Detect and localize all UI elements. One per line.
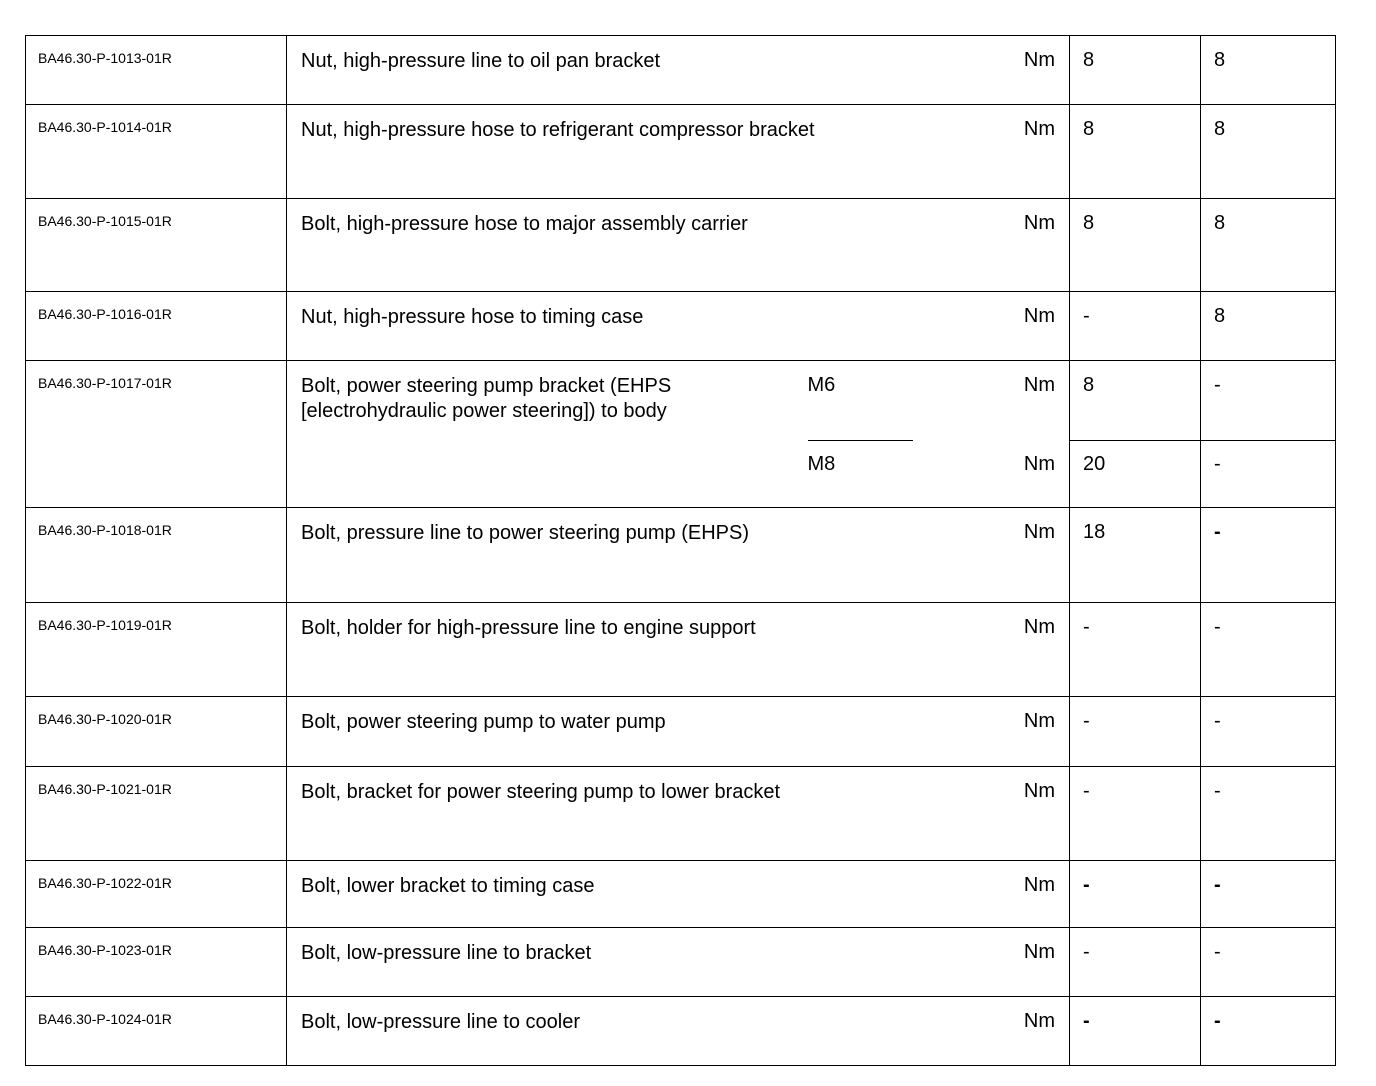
part-code: BA46.30-P-1019-01R xyxy=(26,603,287,697)
value-1: - xyxy=(1070,292,1201,361)
unit: Nm xyxy=(913,441,1070,508)
value-1: - xyxy=(1070,928,1201,997)
size: M6 xyxy=(808,361,913,441)
unit: Nm xyxy=(913,361,1070,441)
unit: Nm xyxy=(913,928,1070,997)
unit: Nm xyxy=(913,997,1070,1066)
part-code: BA46.30-P-1020-01R xyxy=(26,697,287,767)
value-1: - xyxy=(1070,697,1201,767)
value-2: - xyxy=(1201,928,1336,997)
value-1: - xyxy=(1070,603,1201,697)
description: Bolt, bracket for power steering pump to lower bracket xyxy=(287,767,808,861)
description: Bolt, power steering pump to water pump xyxy=(287,697,913,767)
value-1: 8 xyxy=(1070,105,1201,199)
description: Nut, high-pressure hose to refrigerant compressor bracket xyxy=(287,105,913,199)
table-row xyxy=(26,861,1336,928)
part-code: BA46.30-P-1021-01R xyxy=(26,767,287,861)
table-row xyxy=(26,105,1336,199)
torque-table xyxy=(25,35,1336,1066)
value-2: - xyxy=(1201,441,1336,508)
value-1: 8 xyxy=(1070,361,1201,441)
value-1: 20 xyxy=(1070,441,1201,508)
description: Bolt, low-pressure line to cooler xyxy=(287,997,913,1066)
value-2: - xyxy=(1201,508,1336,603)
table-row xyxy=(26,697,1336,767)
value-2: - xyxy=(1201,361,1336,441)
table-row xyxy=(26,36,1336,105)
table-row xyxy=(26,928,1336,997)
part-code: BA46.30-P-1015-01R xyxy=(26,199,287,292)
value-1: 8 xyxy=(1070,36,1201,105)
unit: Nm xyxy=(913,861,1070,928)
description: Nut, high-pressure hose to timing case xyxy=(287,292,913,361)
table-row xyxy=(26,361,1336,441)
value-2: 8 xyxy=(1201,36,1336,105)
value-2: - xyxy=(1201,997,1336,1066)
part-code: BA46.30-P-1018-01R xyxy=(26,508,287,603)
description: Bolt, lower bracket to timing case xyxy=(287,861,913,928)
unit: Nm xyxy=(913,292,1070,361)
value-1: 8 xyxy=(1070,199,1201,292)
size: M8 xyxy=(808,441,913,508)
description: Bolt, power steering pump bracket (EHPS [electrohydraulic power steering]) to body xyxy=(287,361,808,508)
value-2: - xyxy=(1201,603,1336,697)
unit: Nm xyxy=(913,508,1070,603)
unit: Nm xyxy=(913,105,1070,199)
part-code: BA46.30-P-1016-01R xyxy=(26,292,287,361)
unit: Nm xyxy=(913,199,1070,292)
value-2: 8 xyxy=(1201,199,1336,292)
value-2: - xyxy=(1201,861,1336,928)
table-row xyxy=(26,603,1336,697)
description: Bolt, pressure line to power steering pump (EHPS) xyxy=(287,508,808,603)
part-code: BA46.30-P-1014-01R xyxy=(26,105,287,199)
value-2: 8 xyxy=(1201,105,1336,199)
table-row xyxy=(26,199,1336,292)
part-code: BA46.30-P-1013-01R xyxy=(26,36,287,105)
description: Bolt, high-pressure hose to major assembly carrier xyxy=(287,199,808,292)
unit: Nm xyxy=(913,767,1070,861)
description: Bolt, holder for high-pressure line to engine support xyxy=(287,603,808,697)
part-code: BA46.30-P-1022-01R xyxy=(26,861,287,928)
value-2: 8 xyxy=(1201,292,1336,361)
value-1: - xyxy=(1070,767,1201,861)
value-2: - xyxy=(1201,767,1336,861)
value-1: 18 xyxy=(1070,508,1201,603)
table-row xyxy=(26,997,1336,1066)
table-row xyxy=(26,292,1336,361)
table-row xyxy=(26,508,1336,603)
part-code: BA46.30-P-1023-01R xyxy=(26,928,287,997)
unit: Nm xyxy=(913,36,1070,105)
description: Nut, high-pressure line to oil pan bracket xyxy=(287,36,913,105)
part-code: BA46.30-P-1017-01R xyxy=(26,361,287,508)
part-code: BA46.30-P-1024-01R xyxy=(26,997,287,1066)
description: Bolt, low-pressure line to bracket xyxy=(287,928,913,997)
value-1: - xyxy=(1070,997,1201,1066)
value-1: - xyxy=(1070,861,1201,928)
value-2: - xyxy=(1201,697,1336,767)
unit: Nm xyxy=(913,697,1070,767)
table-row xyxy=(26,767,1336,861)
unit: Nm xyxy=(913,603,1070,697)
